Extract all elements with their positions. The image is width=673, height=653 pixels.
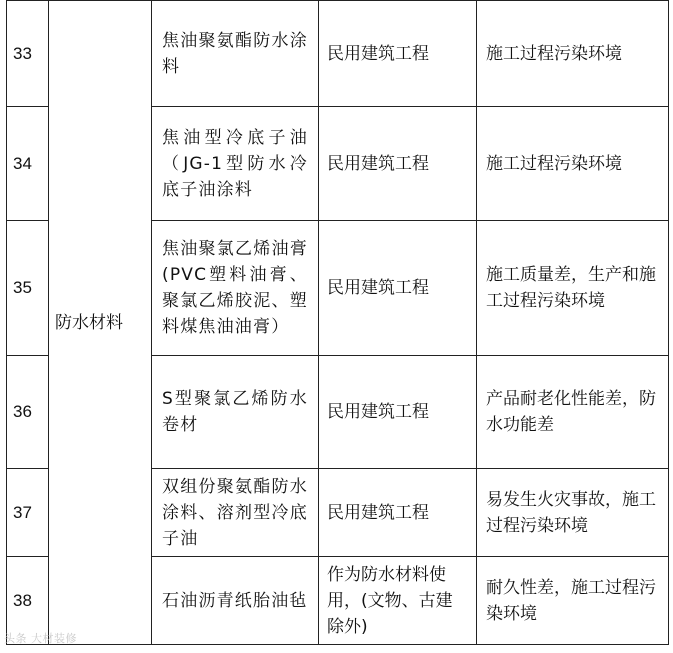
scope-cell: 作为防水材料使用，(文物、古建除外) (319, 557, 477, 645)
row-number: 36 (7, 356, 49, 469)
material-cell: 焦油聚氨酯防水涂料 (152, 1, 319, 107)
row-number: 38 (7, 557, 49, 645)
row-number: 37 (7, 469, 49, 557)
row-number: 33 (7, 1, 49, 107)
watermark: 头条 大材装修 (4, 632, 77, 645)
scope-cell: 民用建筑工程 (319, 356, 477, 469)
reason-cell: 施工过程污染环境 (477, 1, 669, 107)
reason-cell: 耐久性差，施工过程污染环境 (477, 557, 669, 645)
material-cell: 双组份聚氨酯防水涂料、溶剂型冷底子油 (152, 469, 319, 557)
scope-cell: 民用建筑工程 (319, 107, 477, 221)
materials-table (6, 0, 669, 645)
material-cell: S型聚氯乙烯防水卷材 (152, 356, 319, 469)
scope-cell: 民用建筑工程 (319, 221, 477, 356)
scope-cell: 民用建筑工程 (319, 1, 477, 107)
material-cell: 石油沥青纸胎油毡 (152, 557, 319, 645)
reason-cell: 产品耐老化性能差，防水功能差 (477, 356, 669, 469)
row-number: 35 (7, 221, 49, 356)
row-number: 34 (7, 107, 49, 221)
reason-cell: 施工质量差，生产和施工过程污染环境 (477, 221, 669, 356)
reason-cell: 易发生火灾事故，施工过程污染环境 (477, 469, 669, 557)
scope-cell: 民用建筑工程 (319, 469, 477, 557)
category-cell: 防水材料 (49, 1, 152, 645)
material-cell: 焦油聚氯乙烯油膏(PVC塑料油膏、聚氯乙烯胶泥、塑料煤焦油油膏） (152, 221, 319, 356)
table-row (7, 1, 669, 107)
material-cell: 焦油型冷底子油（JG-1型防水冷底子油涂料 (152, 107, 319, 221)
reason-cell: 施工过程污染环境 (477, 107, 669, 221)
